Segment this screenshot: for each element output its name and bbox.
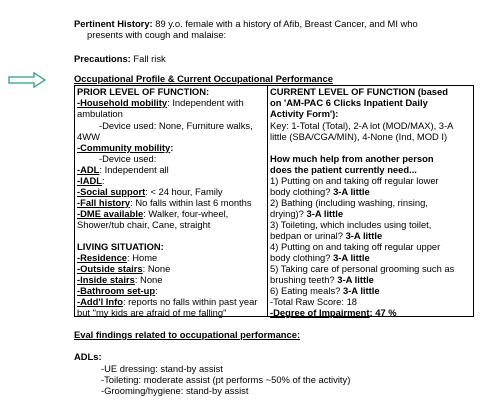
residence-label: -Residence [77, 252, 128, 263]
occupational-profile-table [74, 85, 474, 317]
community-mobility-label: -Community mobility [77, 142, 171, 153]
fall-history-row [77, 197, 252, 208]
adl-item-ue-dressing: -UE dressing: stand-by assist [101, 363, 223, 374]
item2-score: 3-A little [306, 208, 344, 219]
item5-line2: brushing teeth? 3-A little [270, 274, 374, 285]
degree-of-impairment-label: -Degree of Impairment [270, 307, 370, 318]
item1-score: 3-A little [333, 186, 370, 197]
iadl-row: -IADL: [77, 175, 105, 186]
bathroom-setup-label: -Bathroom set-up [77, 285, 156, 296]
pertinent-history-line1 [74, 18, 418, 29]
degree-of-impairment-value: : 47 % [369, 307, 397, 318]
addl-info-value: : reports no falls within past year [122, 296, 258, 307]
dme-value: : Walker, four-wheel, [143, 208, 229, 219]
current-level-cell [268, 86, 474, 317]
scoring-key-2: little (SBA/CGA/MIN), 4-None (Ind, MOD I) [270, 131, 448, 142]
addl-info-row [77, 296, 257, 307]
social-support-value: : < 24 hour, Family [145, 186, 223, 197]
item1-line2: body clothing? 3-A little [270, 186, 370, 197]
addl-info-cont: but "my kids are afraid of me falling" [77, 307, 227, 318]
item2-line2: drying)? 3-A little [270, 208, 344, 219]
item5-line1: 5) Taking care of personal grooming such as [270, 263, 455, 274]
inside-stairs-label: -Inside stairs [77, 274, 135, 285]
adl-item-toileting: -Toileting: moderate assist (pt performs ~50% of the activity) [101, 374, 351, 385]
dme-label: -DME available [77, 208, 144, 219]
household-mobility-row [77, 97, 244, 108]
item3-line2: bedpan or urinal? 3-A little [270, 230, 383, 241]
residence-row [77, 252, 157, 263]
outside-stairs-value: : None [142, 263, 171, 274]
item2-line1: 2) Bathing (including washing, rinsing, [270, 197, 428, 208]
living-situation-heading: LIVING SITUATION: [77, 241, 164, 252]
total-raw-score: -Total Raw Score: 18 [270, 296, 358, 307]
scoring-key-1: Key: 1-Total (Total), 2-A lot (MOD/MAX), 3-A [270, 120, 454, 131]
household-mobility-value: : Independent with [167, 97, 244, 108]
item4-score: 3-A little [333, 252, 370, 263]
bathroom-setup-row: -Bathroom set-up: [77, 285, 158, 296]
social-support-row [77, 186, 223, 197]
precautions-label: Precautions: [74, 53, 131, 64]
right-arrow-icon [8, 72, 46, 88]
household-mobility-label: -Household mobility [77, 97, 168, 108]
item5-score: 3-A little [337, 274, 374, 285]
outside-stairs-row [77, 263, 170, 274]
degree-of-impairment-row [270, 307, 397, 318]
iadl-label: -IADL [77, 175, 102, 186]
pertinent-history-text: 89 y.o. female with a history of Afib, Breast Cancer, and MI who [152, 18, 418, 29]
social-support-label: -Social support [77, 186, 146, 197]
help-question-1: How much help from another person [270, 153, 434, 164]
item3-line1: 3) Toileting, which includes using toilet, [270, 219, 432, 230]
adl-label: -ADL [77, 164, 100, 175]
item1-line1: 1) Putting on and taking off regular lower [270, 175, 439, 186]
prior-level-heading: PRIOR LEVEL OF FUNCTION: [77, 86, 210, 97]
inside-stairs-row [77, 274, 162, 285]
pertinent-history-line2: presents with cough and malaise: [87, 29, 227, 40]
occupational-profile-heading: Occupational Profile & Current Occupational Performance [74, 73, 333, 84]
adl-row [77, 164, 169, 175]
current-level-heading-3: Activity Form'): [270, 108, 339, 119]
prior-level-cell [75, 86, 268, 317]
current-level-heading-1: CURRENT LEVEL OF FUNCTION (based [270, 86, 448, 97]
outside-stairs-label: -Outside stairs [77, 263, 143, 274]
item4-line2: body clothing? 3-A little [270, 252, 370, 263]
help-question-2: does the patient currently need... [270, 164, 417, 175]
dme-row [77, 208, 228, 219]
household-device-cont: 4WW [77, 131, 100, 142]
addl-info-label: -Add'l Info [77, 296, 123, 307]
item6-line: 6) Eating meals? 3-A little [270, 285, 380, 296]
precautions-value: Fall risk [130, 53, 166, 64]
precautions-line [74, 53, 166, 64]
adl-value: : Independent all [99, 164, 169, 175]
item3-score: 3-A little [345, 230, 383, 241]
household-device-used: -Device used: None, Furniture walks, [99, 120, 253, 131]
community-mobility-row: -Community mobility: [77, 142, 174, 153]
fall-history-value: : No falls within last 6 months [130, 197, 252, 208]
inside-stairs-value: : None [134, 274, 163, 285]
fall-history-label: -Fall history [77, 197, 131, 208]
pertinent-history-label: Pertinent History: [74, 18, 153, 29]
item4-line1: 4) Putting on and taking off regular upper [270, 241, 441, 252]
current-level-heading-2: on 'AM-PAC 6 Clicks Inpatient Daily [270, 97, 428, 108]
residence-value: : Home [127, 252, 158, 263]
adl-item-grooming: -Grooming/hygiene: stand-by assist [101, 385, 249, 396]
adls-heading: ADLs: [74, 351, 102, 362]
eval-findings-heading: Eval findings related to occupational performance: [74, 329, 301, 340]
item6-score: 3-A little [342, 285, 380, 296]
household-ambulation-text: ambulation [77, 108, 123, 119]
community-device-used: -Device used: [99, 153, 157, 164]
dme-cont: Shower/tub chair, Cane, straight [77, 219, 211, 230]
